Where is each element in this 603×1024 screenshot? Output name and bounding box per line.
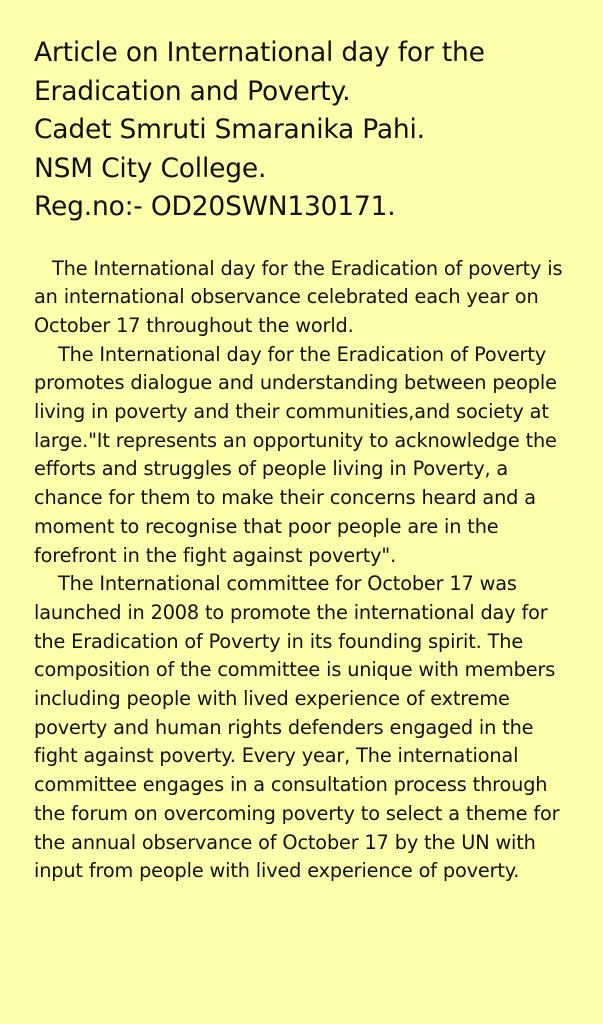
author-name: Cadet Smruti Smaranika Pahi. [34,114,425,145]
article-document [34,34,579,886]
registration-number: Reg.no:- OD20SWN130171. [34,191,396,222]
paragraph-observance: The International day for the Eradication of poverty is an international observance celebrated each year on October 17 throughout the world. [34,256,563,337]
paragraph-dialogue: The International day for the Eradication of Poverty promotes dialogue and understanding between people living in poverty and their communities,and society at large."It represents an opportunity to acknowledge the efforts and struggles of people living in Poverty, a chance for them to make their concerns heard and a moment to recognise that poor people are in the forefront in the fight against poverty". [34,342,557,567]
article-title-line-2: Eradication and Poverty. [34,75,351,107]
college-name: NSM City College. [34,152,267,184]
article-body [34,255,579,886]
article-heading [34,34,579,227]
article-title-line-1: Article on International day for the [34,37,485,68]
paragraph-committee: The International committee for October 17 was launched in 2008 to promote the international day for the Eradication of Poverty in its founding spirit. The composition of the committee is unique with members including people with lived experience of extreme poverty and human rights defenders engaged in the fight against poverty. Every year, The international committee engages in a consultation process through the forum on overcoming poverty to select a theme for the annual observance of October 17 by the UN with input from people with lived experience of poverty. [34,572,560,883]
